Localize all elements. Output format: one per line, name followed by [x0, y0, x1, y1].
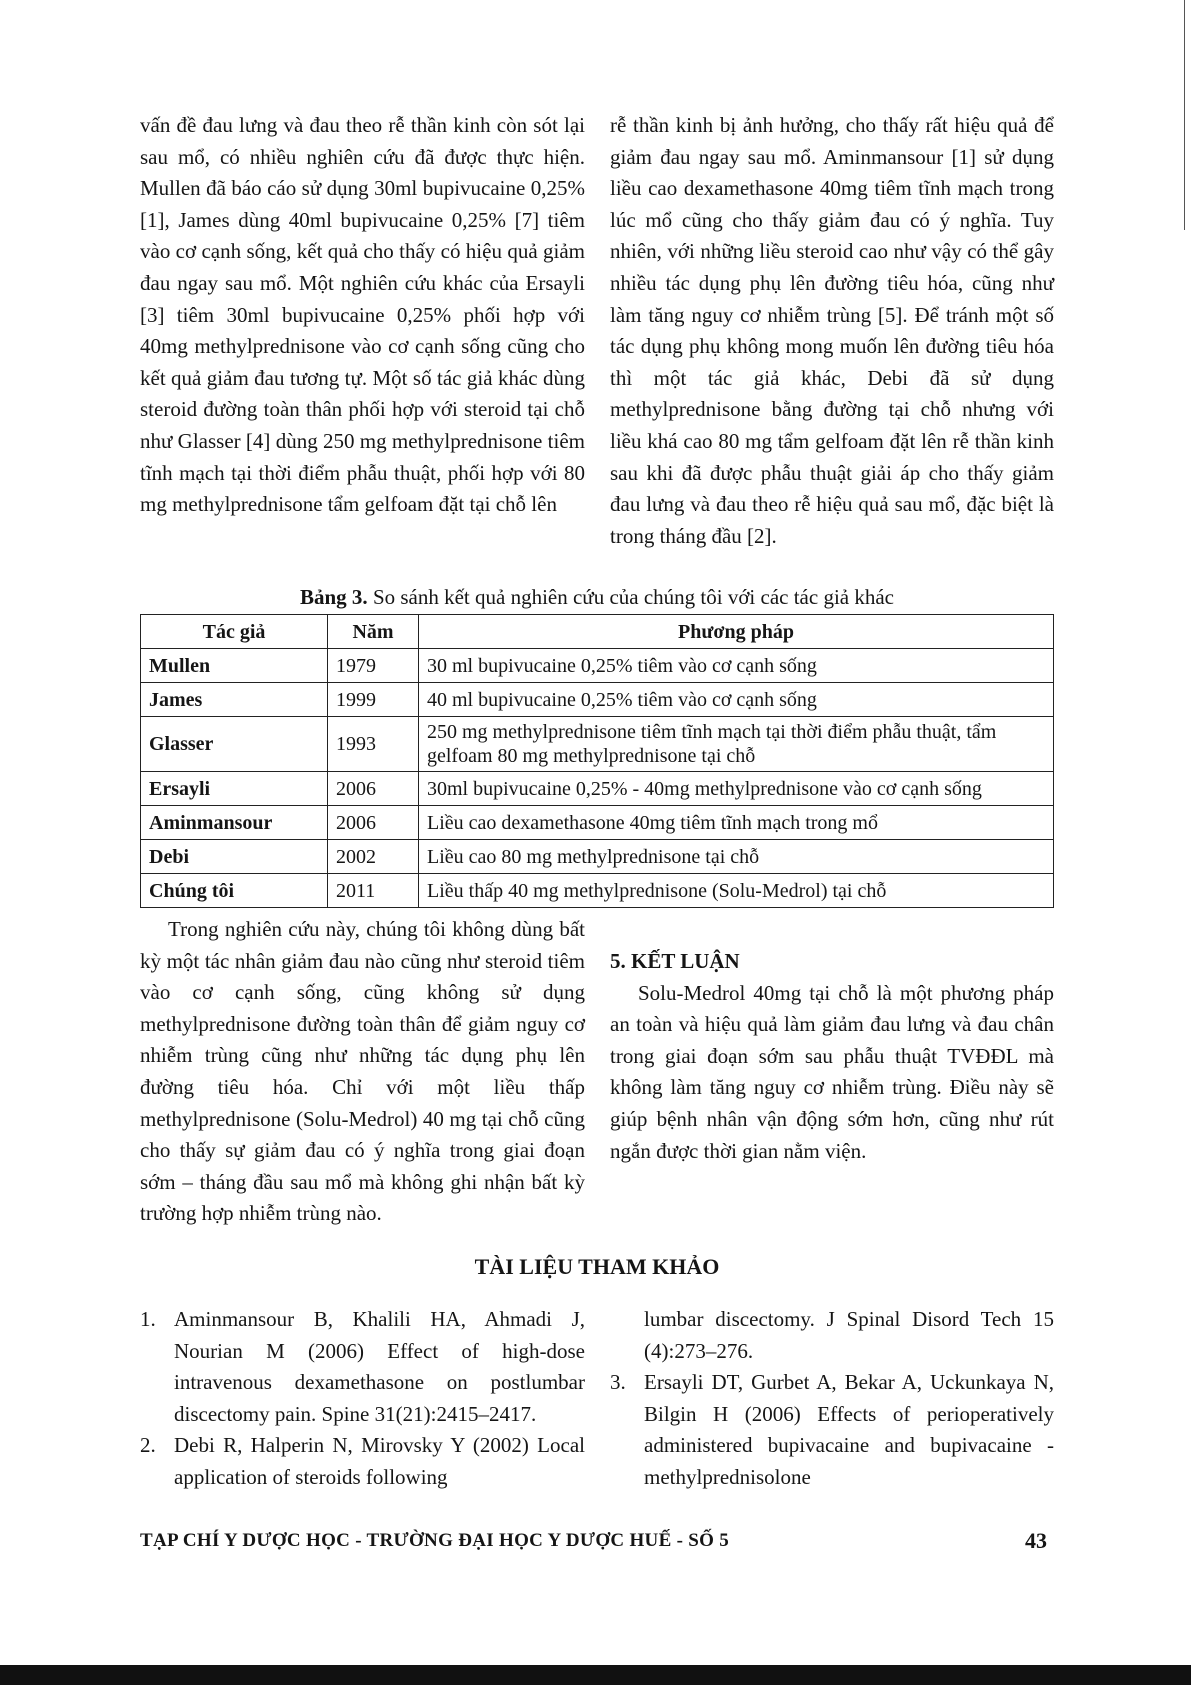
table-header-row [141, 615, 1054, 649]
scan-bottom-band [0, 1665, 1191, 1685]
cell-method: Liều thấp 40 mg methylprednisone (Solu-Medrol) tại chỗ [419, 874, 1054, 908]
cell-year: 2002 [328, 840, 419, 874]
table-caption-label: Bảng 3. [300, 585, 368, 609]
reference-text: Debi R, Halperin N, Mirovsky Y (2002) Local application of steroids following [174, 1433, 585, 1489]
body-column-left-top [140, 110, 585, 521]
reference-text: Ersayli DT, Gurbet A, Bekar A, Uckunkaya N, Bilgin H (2006) Effects of perioperatively administered bupivacaine and bupivacaine - methylprednisolone [644, 1370, 1054, 1489]
header-year: Năm [328, 615, 419, 649]
cell-author: Ersayli [141, 772, 328, 806]
references-heading: TÀI LIỆU THAM KHẢO [474, 1254, 720, 1279]
body-column-left-bottom [140, 914, 585, 1230]
body-column-right-top [610, 110, 1054, 552]
references-column-right [610, 1304, 1054, 1493]
table-row [141, 806, 1054, 840]
reference-number: 3. [610, 1370, 626, 1394]
paragraph: Solu-Medrol 40mg tại chỗ là một phương pháp an toàn và hiệu quả làm giảm đau lưng và đau chân trong giai đoạn sớm sau phẫu thuật TVĐĐL mà không làm tăng nguy cơ nhiễm trùng. Điều này sẽ giúp bệnh nhân vận động sớm hơn, cũng như rút ngắn được thời gian nằm viện. [610, 980, 1054, 1163]
reference-continuation: lumbar discectomy. J Spinal Disord Tech 15 (4):273–276. [644, 1307, 1054, 1363]
cell-year: 1999 [328, 683, 419, 717]
table-row [141, 649, 1054, 683]
scan-edge-line [1184, 0, 1185, 230]
table-row [141, 683, 1054, 717]
reference-number: 1. [140, 1307, 156, 1331]
journal-footer: TẠP CHÍ Y DƯỢC HỌC - TRƯỜNG ĐẠI HỌC Y DƯỢC HUẾ - SỐ 5 [140, 1530, 730, 1551]
reference-item [610, 1367, 1054, 1493]
table-row [141, 874, 1054, 908]
cell-method: 30 ml bupivucaine 0,25% tiêm vào cơ cạnh sống [419, 649, 1054, 683]
cell-year: 2011 [328, 874, 419, 908]
comparison-table [140, 614, 1054, 908]
header-author: Tác giả [141, 615, 328, 649]
cell-year: 1979 [328, 649, 419, 683]
cell-author: Chúng tôi [141, 874, 328, 908]
cell-method: Liều cao 80 mg methylprednisone tại chỗ [419, 840, 1054, 874]
reference-number: 2. [140, 1433, 156, 1457]
page-number: 43 [1025, 1528, 1047, 1553]
table-row [141, 717, 1054, 772]
cell-author: Debi [141, 840, 328, 874]
table-caption-text: So sánh kết quả nghiên cứu của chúng tôi với các tác giả khác [367, 585, 894, 609]
cell-author: James [141, 683, 328, 717]
cell-method: Liều cao dexamethasone 40mg tiêm tĩnh mạch trong mổ [419, 806, 1054, 840]
paragraph: vấn đề đau lưng và đau theo rễ thần kinh còn sót lại sau mổ, có nhiều nghiên cứu đã được thực hiện. Mullen đã báo cáo sử dụng 30ml bupivucaine 0,25% [1], James dùng 40ml bupivucaine 0,25% [7] tiêm vào cơ cạnh sống, kết quả cho thấy có hiệu quả giảm đau ngay sau mổ. Một nghiên cứu khác của Ersayli [3] tiêm 30ml bupivucaine 0,25% phối hợp với 40mg methylprednisone vào cơ cạnh sống cũng cho kết quả giảm đau tương tự. Một số tác giả khác dùng steroid đường toàn thân phối hợp với steroid tại chỗ như Glasser [4] dùng 250 mg methylprednisone tiêm tĩnh mạch tại thời điểm phẫu thuật, phối hợp với 80 mg methylprednisone tẩm gelfoam đặt tại chỗ lên [140, 113, 585, 517]
cell-author: Mullen [141, 649, 328, 683]
cell-method: 30ml bupivucaine 0,25% - 40mg methylprednisone vào cơ cạnh sống [419, 772, 1054, 806]
cell-year: 1993 [328, 717, 419, 772]
cell-year: 2006 [328, 772, 419, 806]
table-caption [140, 585, 1054, 610]
cell-year: 2006 [328, 806, 419, 840]
table-row [141, 840, 1054, 874]
section-heading: 5. KẾT LUẬN [610, 949, 740, 973]
cell-method: 250 mg methylprednisone tiêm tĩnh mạch tại thời điểm phẫu thuật, tẩm gelfoam 80 mg methylprednisone tại chỗ [419, 717, 1054, 772]
reference-item [140, 1430, 585, 1493]
paragraph: rễ thần kinh bị ảnh hưởng, cho thấy rất hiệu quả để giảm đau ngay sau mổ. Aminmansour [1] sử dụng liều cao dexamethasone 40mg tiêm tĩnh mạch trong lúc mổ cũng cho thấy giảm đau có ý nghĩa. Tuy nhiên, với những liều steroid cao như vậy có thể gây nhiều tác dụng phụ lên đường tiêu hóa, cũng như làm tăng nguy cơ nhiễm trùng [5]. Để tránh một số tác dụng phụ không mong muốn lên đường tiêu hóa thì một tác giả khác, Debi đã sử dụng methylprednisone bằng đường tại chỗ nhưng với liều khá cao 80 mg tẩm gelfoam đặt lên rễ thần kinh sau khi đã được phẫu thuật giải áp cho thấy giảm đau lưng và đau theo rễ hiệu quả sau mổ, đặc biệt là trong tháng đầu [2]. [610, 113, 1054, 548]
header-method: Phương pháp [419, 615, 1054, 649]
conclusion-section [610, 946, 1054, 1167]
paragraph: Trong nghiên cứu này, chúng tôi không dùng bất kỳ một tác nhân giảm đau nào cũng như steroid tiêm vào cơ cạnh sống, cũng không sử dụng methylprednisone đường toàn thân để giảm nguy cơ nhiễm trùng cũng như những tác dụng phụ lên đường tiêu hóa. Chỉ với một liều thấp methylprednisone (Solu-Medrol) 40 mg tại chỗ cũng cho thấy sự giảm đau có ý nghĩa trong giai đoạn sớm – tháng đầu sau mổ mà không ghi nhận bất kỳ trường hợp nhiễm trùng nào. [140, 917, 585, 1226]
reference-item [140, 1304, 585, 1430]
cell-method: 40 ml bupivucaine 0,25% tiêm vào cơ cạnh sống [419, 683, 1054, 717]
cell-author: Aminmansour [141, 806, 328, 840]
reference-text: Aminmansour B, Khalili HA, Ahmadi J, Nourian M (2006) Effect of high-dose intravenous dexamethasone on postlumbar discectomy pain. Spine 31(21):2415–2417. [174, 1307, 585, 1426]
table-row [141, 772, 1054, 806]
references-column-left [140, 1304, 585, 1493]
cell-author: Glasser [141, 717, 328, 772]
